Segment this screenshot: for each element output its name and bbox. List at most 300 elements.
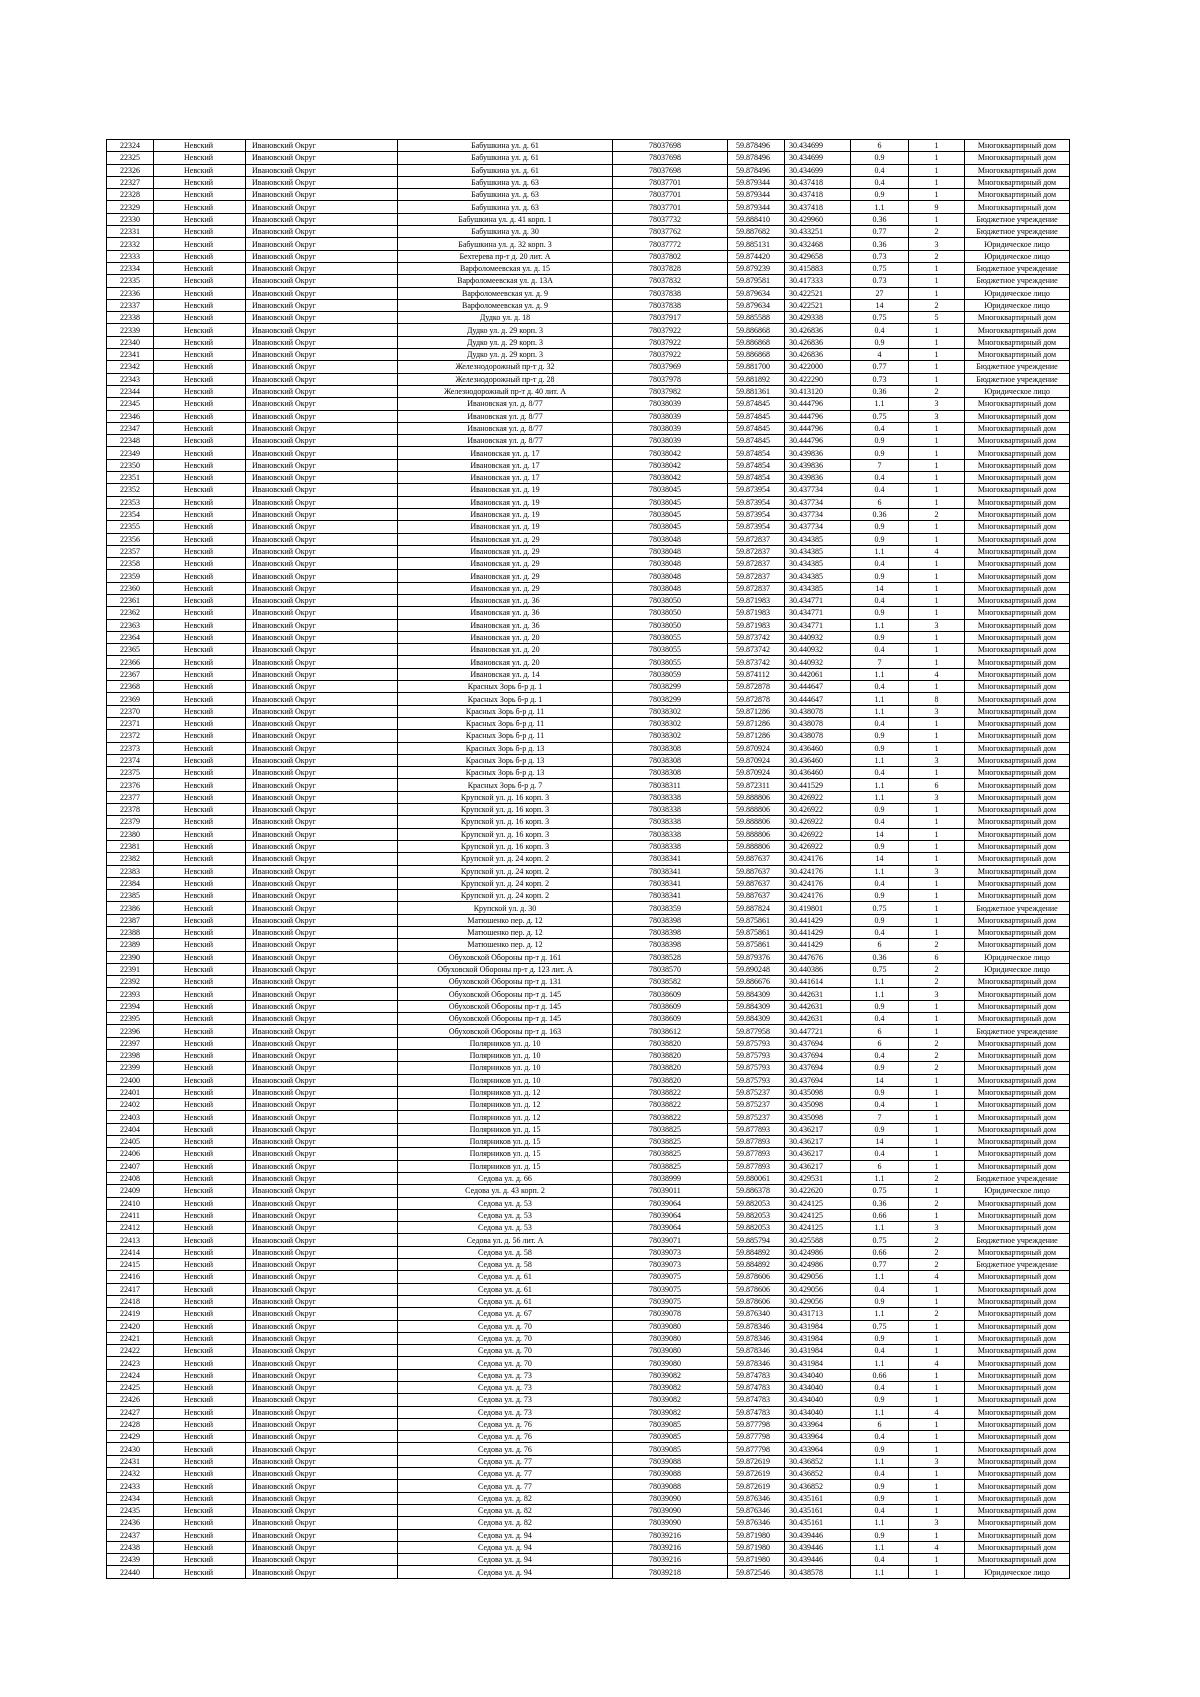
cell-district: Невский xyxy=(154,558,246,570)
table-row xyxy=(107,681,1070,693)
table-row xyxy=(107,1443,1070,1455)
cell-longitude: 30.434385 xyxy=(785,558,851,570)
cell-address: Бабушкина ул. д. 63 xyxy=(398,176,613,188)
cell-id: 22366 xyxy=(107,656,154,668)
cell-district: Невский xyxy=(154,484,246,496)
cell-value: 1.1 xyxy=(851,1455,909,1467)
cell-address: Дудко ул. д. 29 корп. 3 xyxy=(398,336,613,348)
cell-count: 1 xyxy=(909,1369,965,1381)
cell-type: Многоквартирный дом xyxy=(965,1295,1070,1307)
table-row xyxy=(107,226,1070,238)
cell-type: Многоквартирный дом xyxy=(965,1517,1070,1529)
cell-okrug: Ивановский Округ xyxy=(246,1345,398,1357)
cell-longitude: 30.429658 xyxy=(785,250,851,262)
cell-code: 78037732 xyxy=(613,213,728,225)
cell-latitude: 59.877893 xyxy=(728,1148,785,1160)
table-row xyxy=(107,1283,1070,1295)
cell-type: Многоквартирный дом xyxy=(965,1148,1070,1160)
cell-latitude: 59.871980 xyxy=(728,1541,785,1553)
cell-district: Невский xyxy=(154,1369,246,1381)
cell-address: Крупской ул. д. 24 корп. 2 xyxy=(398,865,613,877)
cell-type: Бюджетное учреждение xyxy=(965,226,1070,238)
cell-id: 22348 xyxy=(107,435,154,447)
cell-value: 0.4 xyxy=(851,1504,909,1516)
cell-longitude: 30.439836 xyxy=(785,459,851,471)
cell-okrug: Ивановский Округ xyxy=(246,459,398,471)
cell-longitude: 30.435161 xyxy=(785,1492,851,1504)
cell-longitude: 30.438078 xyxy=(785,730,851,742)
cell-type: Многоквартирный дом xyxy=(965,1197,1070,1209)
cell-latitude: 59.873954 xyxy=(728,521,785,533)
cell-value: 0.4 xyxy=(851,717,909,729)
cell-type: Многоквартирный дом xyxy=(965,422,1070,434)
cell-longitude: 30.424986 xyxy=(785,1246,851,1258)
cell-value: 0.9 xyxy=(851,1480,909,1492)
cell-value: 6 xyxy=(851,140,909,152)
cell-count: 1 xyxy=(909,1013,965,1025)
cell-okrug: Ивановский Округ xyxy=(246,1074,398,1086)
table-row xyxy=(107,730,1070,742)
cell-latitude: 59.874845 xyxy=(728,410,785,422)
cell-longitude: 30.437734 xyxy=(785,521,851,533)
cell-type: Многоквартирный дом xyxy=(965,570,1070,582)
table-row xyxy=(107,619,1070,631)
cell-id: 22326 xyxy=(107,164,154,176)
cell-longitude: 30.426922 xyxy=(785,828,851,840)
cell-okrug: Ивановский Округ xyxy=(246,804,398,816)
cell-type: Многоквартирный дом xyxy=(965,1345,1070,1357)
table-row xyxy=(107,287,1070,299)
cell-latitude: 59.873742 xyxy=(728,656,785,668)
cell-district: Невский xyxy=(154,508,246,520)
cell-id: 22413 xyxy=(107,1234,154,1246)
cell-address: Ивановская ул. д. 29 xyxy=(398,545,613,557)
cell-longitude: 30.437694 xyxy=(785,1049,851,1061)
cell-value: 1.1 xyxy=(851,201,909,213)
cell-code: 78039075 xyxy=(613,1283,728,1295)
cell-code: 78037832 xyxy=(613,275,728,287)
table-row xyxy=(107,927,1070,939)
cell-district: Невский xyxy=(154,213,246,225)
cell-value: 6 xyxy=(851,1160,909,1172)
cell-latitude: 59.876346 xyxy=(728,1517,785,1529)
cell-value: 0.77 xyxy=(851,1259,909,1271)
cell-id: 22438 xyxy=(107,1541,154,1553)
cell-district: Невский xyxy=(154,1123,246,1135)
cell-value: 0.4 xyxy=(851,1049,909,1061)
cell-latitude: 59.872837 xyxy=(728,582,785,594)
cell-code: 78038582 xyxy=(613,976,728,988)
cell-okrug: Ивановский Округ xyxy=(246,484,398,496)
cell-count: 1 xyxy=(909,767,965,779)
cell-id: 22337 xyxy=(107,299,154,311)
cell-okrug: Ивановский Округ xyxy=(246,644,398,656)
cell-district: Невский xyxy=(154,1234,246,1246)
cell-okrug: Ивановский Округ xyxy=(246,521,398,533)
cell-latitude: 59.874783 xyxy=(728,1369,785,1381)
cell-id: 22377 xyxy=(107,791,154,803)
cell-count: 2 xyxy=(909,939,965,951)
cell-okrug: Ивановский Округ xyxy=(246,1369,398,1381)
cell-latitude: 59.876340 xyxy=(728,1308,785,1320)
cell-latitude: 59.886676 xyxy=(728,976,785,988)
cell-district: Невский xyxy=(154,730,246,742)
cell-district: Невский xyxy=(154,533,246,545)
table-row xyxy=(107,791,1070,803)
cell-latitude: 59.872619 xyxy=(728,1455,785,1467)
cell-type: Многоквартирный дом xyxy=(965,877,1070,889)
cell-longitude: 30.444796 xyxy=(785,410,851,422)
table-row xyxy=(107,1025,1070,1037)
cell-code: 78038302 xyxy=(613,705,728,717)
cell-okrug: Ивановский Округ xyxy=(246,1086,398,1098)
cell-count: 2 xyxy=(909,1234,965,1246)
cell-okrug: Ивановский Округ xyxy=(246,164,398,176)
cell-count: 1 xyxy=(909,1381,965,1393)
cell-district: Невский xyxy=(154,385,246,397)
cell-address: Обуховской Обороны пр-т д. 161 xyxy=(398,951,613,963)
cell-latitude: 59.879634 xyxy=(728,299,785,311)
cell-address: Бабушкина ул. д. 41 корп. 1 xyxy=(398,213,613,225)
cell-count: 1 xyxy=(909,1074,965,1086)
cell-longitude: 30.444796 xyxy=(785,435,851,447)
cell-id: 22329 xyxy=(107,201,154,213)
cell-count: 1 xyxy=(909,435,965,447)
cell-district: Невский xyxy=(154,1099,246,1111)
cell-code: 78039064 xyxy=(613,1197,728,1209)
cell-latitude: 59.887637 xyxy=(728,877,785,889)
cell-longitude: 30.431984 xyxy=(785,1332,851,1344)
cell-district: Невский xyxy=(154,1517,246,1529)
cell-code: 78039082 xyxy=(613,1381,728,1393)
cell-address: Седова ул. д. 43 корп. 2 xyxy=(398,1185,613,1197)
cell-id: 22411 xyxy=(107,1209,154,1221)
cell-type: Юридическое лицо xyxy=(965,385,1070,397)
cell-latitude: 59.877893 xyxy=(728,1123,785,1135)
cell-district: Невский xyxy=(154,976,246,988)
cell-id: 22373 xyxy=(107,742,154,754)
cell-address: Железнодорожный пр-т д. 40 лит. А xyxy=(398,385,613,397)
cell-count: 1 xyxy=(909,447,965,459)
cell-latitude: 59.873742 xyxy=(728,644,785,656)
table-row xyxy=(107,1099,1070,1111)
cell-okrug: Ивановский Округ xyxy=(246,558,398,570)
table-row xyxy=(107,705,1070,717)
cell-type: Многоквартирный дом xyxy=(965,1222,1070,1234)
cell-latitude: 59.888410 xyxy=(728,213,785,225)
cell-count: 1 xyxy=(909,914,965,926)
cell-address: Красных Зорь б-р д. 13 xyxy=(398,754,613,766)
cell-latitude: 59.875237 xyxy=(728,1099,785,1111)
cell-latitude: 59.875861 xyxy=(728,927,785,939)
cell-okrug: Ивановский Округ xyxy=(246,1185,398,1197)
cell-latitude: 59.882053 xyxy=(728,1222,785,1234)
cell-code: 78038045 xyxy=(613,484,728,496)
cell-id: 22425 xyxy=(107,1381,154,1393)
cell-district: Невский xyxy=(154,1308,246,1320)
cell-district: Невский xyxy=(154,791,246,803)
cell-value: 0.73 xyxy=(851,250,909,262)
cell-id: 22427 xyxy=(107,1406,154,1418)
cell-type: Бюджетное учреждение xyxy=(965,373,1070,385)
cell-longitude: 30.437694 xyxy=(785,1037,851,1049)
cell-count: 1 xyxy=(909,361,965,373)
cell-longitude: 30.424176 xyxy=(785,877,851,889)
cell-value: 14 xyxy=(851,853,909,865)
cell-value: 0.4 xyxy=(851,1099,909,1111)
cell-id: 22386 xyxy=(107,902,154,914)
cell-address: Дудко ул. д. 29 корп. 3 xyxy=(398,324,613,336)
cell-code: 78038299 xyxy=(613,693,728,705)
cell-longitude: 30.436460 xyxy=(785,742,851,754)
cell-longitude: 30.432468 xyxy=(785,238,851,250)
cell-longitude: 30.437734 xyxy=(785,496,851,508)
cell-type: Многоквартирный дом xyxy=(965,717,1070,729)
cell-okrug: Ивановский Округ xyxy=(246,336,398,348)
cell-district: Невский xyxy=(154,927,246,939)
cell-id: 22338 xyxy=(107,312,154,324)
cell-type: Многоквартирный дом xyxy=(965,152,1070,164)
cell-count: 3 xyxy=(909,705,965,717)
cell-district: Невский xyxy=(154,1455,246,1467)
table-row xyxy=(107,1541,1070,1553)
cell-latitude: 59.886868 xyxy=(728,349,785,361)
cell-okrug: Ивановский Округ xyxy=(246,1320,398,1332)
cell-okrug: Ивановский Округ xyxy=(246,1025,398,1037)
cell-longitude: 30.437734 xyxy=(785,508,851,520)
cell-district: Невский xyxy=(154,582,246,594)
cell-type: Многоквартирный дом xyxy=(965,656,1070,668)
cell-address: Седова ул. д. 82 xyxy=(398,1492,613,1504)
cell-id: 22422 xyxy=(107,1345,154,1357)
cell-value: 1.1 xyxy=(851,398,909,410)
cell-value: 0.9 xyxy=(851,1123,909,1135)
cell-count: 1 xyxy=(909,828,965,840)
table-row xyxy=(107,963,1070,975)
cell-id: 22383 xyxy=(107,865,154,877)
cell-value: 0.9 xyxy=(851,607,909,619)
cell-count: 1 xyxy=(909,681,965,693)
cell-latitude: 59.887824 xyxy=(728,902,785,914)
table-row xyxy=(107,1209,1070,1221)
cell-count: 1 xyxy=(909,349,965,361)
cell-okrug: Ивановский Округ xyxy=(246,1529,398,1541)
cell-longitude: 30.424125 xyxy=(785,1197,851,1209)
cell-value: 6 xyxy=(851,939,909,951)
cell-value: 0.4 xyxy=(851,816,909,828)
cell-district: Невский xyxy=(154,1160,246,1172)
cell-district: Невский xyxy=(154,349,246,361)
cell-type: Многоквартирный дом xyxy=(965,1480,1070,1492)
cell-longitude: 30.434699 xyxy=(785,152,851,164)
cell-longitude: 30.413120 xyxy=(785,385,851,397)
cell-longitude: 30.431713 xyxy=(785,1308,851,1320)
cell-code: 78039090 xyxy=(613,1492,728,1504)
cell-okrug: Ивановский Округ xyxy=(246,890,398,902)
cell-count: 9 xyxy=(909,201,965,213)
table-row xyxy=(107,754,1070,766)
cell-count: 2 xyxy=(909,1049,965,1061)
cell-value: 1.1 xyxy=(851,1517,909,1529)
cell-id: 22353 xyxy=(107,496,154,508)
cell-value: 0.77 xyxy=(851,226,909,238)
table-row xyxy=(107,1504,1070,1516)
cell-district: Невский xyxy=(154,631,246,643)
cell-latitude: 59.887682 xyxy=(728,226,785,238)
cell-okrug: Ивановский Округ xyxy=(246,865,398,877)
cell-okrug: Ивановский Округ xyxy=(246,791,398,803)
cell-code: 78038825 xyxy=(613,1160,728,1172)
cell-address: Ивановская ул. д. 14 xyxy=(398,668,613,680)
cell-okrug: Ивановский Округ xyxy=(246,472,398,484)
cell-address: Красных Зорь б-р д. 11 xyxy=(398,705,613,717)
cell-latitude: 59.872837 xyxy=(728,570,785,582)
cell-latitude: 59.875237 xyxy=(728,1086,785,1098)
cell-id: 22355 xyxy=(107,521,154,533)
cell-okrug: Ивановский Округ xyxy=(246,176,398,188)
cell-type: Многоквартирный дом xyxy=(965,644,1070,656)
cell-district: Невский xyxy=(154,1541,246,1553)
cell-id: 22364 xyxy=(107,631,154,643)
cell-latitude: 59.884892 xyxy=(728,1246,785,1258)
cell-address: Обуховской Обороны пр-т д. 145 xyxy=(398,988,613,1000)
cell-count: 1 xyxy=(909,213,965,225)
cell-code: 78039080 xyxy=(613,1332,728,1344)
cell-type: Многоквартирный дом xyxy=(965,865,1070,877)
cell-address: Крупской ул. д. 24 корп. 2 xyxy=(398,890,613,902)
cell-value: 0.9 xyxy=(851,1394,909,1406)
cell-district: Невский xyxy=(154,779,246,791)
cell-district: Невский xyxy=(154,472,246,484)
cell-code: 78038039 xyxy=(613,410,728,422)
cell-id: 22436 xyxy=(107,1517,154,1529)
cell-code: 78037762 xyxy=(613,226,728,238)
cell-district: Невский xyxy=(154,607,246,619)
cell-okrug: Ивановский Округ xyxy=(246,447,398,459)
cell-code: 78038825 xyxy=(613,1148,728,1160)
cell-latitude: 59.872878 xyxy=(728,693,785,705)
cell-district: Невский xyxy=(154,1013,246,1025)
cell-id: 22350 xyxy=(107,459,154,471)
cell-okrug: Ивановский Округ xyxy=(246,742,398,754)
cell-district: Невский xyxy=(154,1529,246,1541)
cell-id: 22342 xyxy=(107,361,154,373)
cell-okrug: Ивановский Округ xyxy=(246,275,398,287)
cell-type: Многоквартирный дом xyxy=(965,791,1070,803)
cell-count: 1 xyxy=(909,1111,965,1123)
cell-code: 78038039 xyxy=(613,435,728,447)
cell-count: 1 xyxy=(909,459,965,471)
cell-address: Седова ул. д. 70 xyxy=(398,1345,613,1357)
cell-latitude: 59.874845 xyxy=(728,422,785,434)
cell-okrug: Ивановский Округ xyxy=(246,410,398,422)
cell-type: Многоквартирный дом xyxy=(965,189,1070,201)
cell-district: Невский xyxy=(154,1074,246,1086)
cell-count: 2 xyxy=(909,963,965,975)
cell-code: 78039085 xyxy=(613,1431,728,1443)
cell-value: 0.75 xyxy=(851,902,909,914)
cell-type: Многоквартирный дом xyxy=(965,840,1070,852)
cell-value: 0.75 xyxy=(851,1234,909,1246)
cell-code: 78039011 xyxy=(613,1185,728,1197)
cell-longitude: 30.417333 xyxy=(785,275,851,287)
cell-count: 3 xyxy=(909,238,965,250)
cell-code: 78039090 xyxy=(613,1517,728,1529)
cell-okrug: Ивановский Округ xyxy=(246,840,398,852)
table-row xyxy=(107,939,1070,951)
cell-district: Невский xyxy=(154,1209,246,1221)
cell-type: Многоквартирный дом xyxy=(965,1037,1070,1049)
cell-latitude: 59.879634 xyxy=(728,287,785,299)
cell-count: 1 xyxy=(909,472,965,484)
table-row xyxy=(107,164,1070,176)
cell-count: 1 xyxy=(909,853,965,865)
cell-district: Невский xyxy=(154,1381,246,1393)
cell-count: 1 xyxy=(909,816,965,828)
cell-address: Ивановская ул. д. 19 xyxy=(398,508,613,520)
cell-longitude: 30.437694 xyxy=(785,1062,851,1074)
cell-count: 1 xyxy=(909,644,965,656)
cell-code: 78038609 xyxy=(613,1000,728,1012)
cell-id: 22335 xyxy=(107,275,154,287)
table-row xyxy=(107,1222,1070,1234)
cell-value: 0.9 xyxy=(851,742,909,754)
cell-id: 22367 xyxy=(107,668,154,680)
cell-address: Крупской ул. д. 24 корп. 2 xyxy=(398,877,613,889)
cell-okrug: Ивановский Округ xyxy=(246,754,398,766)
cell-type: Многоквартирный дом xyxy=(965,1369,1070,1381)
cell-okrug: Ивановский Округ xyxy=(246,631,398,643)
cell-longitude: 30.434040 xyxy=(785,1369,851,1381)
cell-district: Невский xyxy=(154,299,246,311)
table-row xyxy=(107,1295,1070,1307)
cell-value: 0.36 xyxy=(851,508,909,520)
cell-address: Седова ул. д. 61 xyxy=(398,1271,613,1283)
table-row xyxy=(107,324,1070,336)
cell-code: 78038048 xyxy=(613,533,728,545)
cell-value: 0.4 xyxy=(851,1431,909,1443)
cell-value: 0.75 xyxy=(851,1185,909,1197)
cell-okrug: Ивановский Округ xyxy=(246,422,398,434)
cell-district: Невский xyxy=(154,1185,246,1197)
cell-code: 78038612 xyxy=(613,1025,728,1037)
cell-id: 22420 xyxy=(107,1320,154,1332)
cell-id: 22340 xyxy=(107,336,154,348)
cell-district: Невский xyxy=(154,422,246,434)
cell-count: 1 xyxy=(909,496,965,508)
table-row xyxy=(107,508,1070,520)
cell-value: 1.1 xyxy=(851,1271,909,1283)
cell-district: Невский xyxy=(154,914,246,926)
cell-value: 0.4 xyxy=(851,176,909,188)
cell-type: Многоквартирный дом xyxy=(965,828,1070,840)
cell-district: Невский xyxy=(154,1357,246,1369)
cell-count: 1 xyxy=(909,902,965,914)
cell-address: Полярников ул. д. 15 xyxy=(398,1136,613,1148)
cell-okrug: Ивановский Округ xyxy=(246,1111,398,1123)
cell-type: Многоквартирный дом xyxy=(965,447,1070,459)
cell-longitude: 30.444796 xyxy=(785,398,851,410)
cell-okrug: Ивановский Округ xyxy=(246,607,398,619)
cell-latitude: 59.871286 xyxy=(728,730,785,742)
cell-okrug: Ивановский Округ xyxy=(246,349,398,361)
cell-district: Невский xyxy=(154,250,246,262)
cell-longitude: 30.434699 xyxy=(785,164,851,176)
cell-count: 1 xyxy=(909,1554,965,1566)
cell-type: Многоквартирный дом xyxy=(965,435,1070,447)
cell-code: 78037701 xyxy=(613,201,728,213)
cell-type: Многоквартирный дом xyxy=(965,484,1070,496)
